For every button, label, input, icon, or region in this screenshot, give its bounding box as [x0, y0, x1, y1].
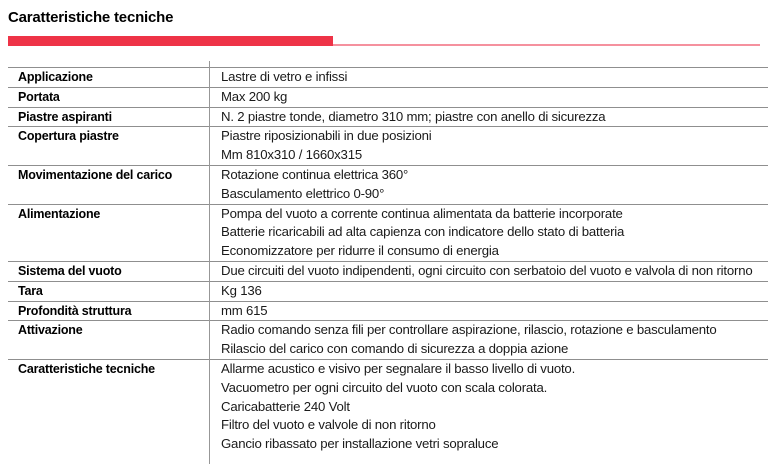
spec-value-line: Mm 810x310 / 1660x315 [221, 147, 362, 163]
table-row [8, 87, 768, 107]
spec-value-line: Basculamento elettrico 0-90° [221, 185, 385, 201]
spec-rows [8, 67, 768, 454]
table-row [8, 126, 768, 165]
spec-value-line: Lastre di vetro e infissi [221, 69, 348, 84]
accent-thick-bar [8, 36, 333, 46]
spec-label: Piastre aspiranti [18, 109, 112, 124]
spec-value-line: Due circuiti del vuoto indipendenti, ogni circuito con serbatoio del vuoto e valvola di non ritorno [221, 262, 753, 278]
spec-value-line: Vacuometro per ogni circuito del vuoto con scala colorata. [221, 379, 548, 395]
spec-value [209, 166, 768, 204]
table-row [8, 359, 768, 454]
spec-label: Sistema del vuoto [18, 263, 122, 278]
table-row [8, 281, 768, 301]
spec-label: Movimentazione del carico [18, 167, 173, 182]
spec-value-line: mm 615 [221, 302, 268, 318]
spec-value-line: Radio comando senza fili per controllare aspirazione, rilascio, rotazione e basculamento [221, 322, 717, 338]
spec-value-line: Rotazione continua elettrica 360° [221, 166, 409, 182]
spec-value-line: Economizzatore per ridurre il consumo di energia [221, 243, 499, 259]
spec-label: Alimentazione [18, 206, 101, 221]
spec-label: Portata [18, 89, 60, 104]
table-row [8, 107, 768, 127]
spec-value-line: Filtro del vuoto e valvole di non ritorno [221, 417, 436, 433]
table-row [8, 204, 768, 261]
spec-value-line: Caricabatterie 240 Volt [221, 398, 350, 414]
table-column-divider [209, 61, 210, 464]
spec-value-line: Rilascio del carico con comando di sicurezza a doppia azione [221, 341, 569, 357]
spec-value-line: Pompa del vuoto a corrente continua alimentata da batterie incorporate [221, 205, 623, 221]
spec-value-line: Max 200 kg [221, 88, 288, 104]
spec-value [209, 88, 768, 107]
table-row [8, 301, 768, 321]
spec-value-line: Allarme acustico e visivo per segnalare il basso livello di vuoto. [221, 360, 576, 376]
spec-value [209, 205, 768, 261]
spec-label: Caratteristiche tecniche [18, 361, 155, 376]
spec-label: Copertura piastre [18, 129, 119, 144]
spec-value [209, 127, 768, 165]
spec-label: Profondità struttura [18, 303, 132, 318]
spec-table [8, 67, 768, 454]
spec-value [209, 302, 768, 321]
spec-value-line: Piastre riposizionabili in due posizioni [221, 128, 432, 144]
table-row [8, 67, 768, 87]
table-row [8, 320, 768, 359]
spec-value-line: Batterie ricaricabili ad alta capienza con indicatore dello stato di batteria [221, 224, 625, 240]
spec-value [209, 262, 768, 281]
table-row [8, 261, 768, 281]
spec-label: Applicazione [18, 70, 93, 84]
spec-label: Tara [18, 283, 43, 298]
accent-bar [8, 36, 760, 46]
spec-value [209, 282, 768, 301]
spec-value [209, 68, 768, 87]
spec-label: Attivazione [18, 323, 83, 338]
page-title: Caratteristiche tecniche [8, 9, 174, 26]
spec-value [209, 360, 768, 454]
spec-value [209, 108, 768, 127]
spec-value-line: N. 2 piastre tonde, diametro 310 mm; piastre con anello di sicurezza [221, 108, 606, 124]
spec-value [209, 321, 768, 359]
spec-value-line: Kg 136 [221, 282, 262, 298]
spec-value-line: Gancio ribassato per installazione vetri sopraluce [221, 436, 499, 452]
table-row [8, 165, 768, 204]
